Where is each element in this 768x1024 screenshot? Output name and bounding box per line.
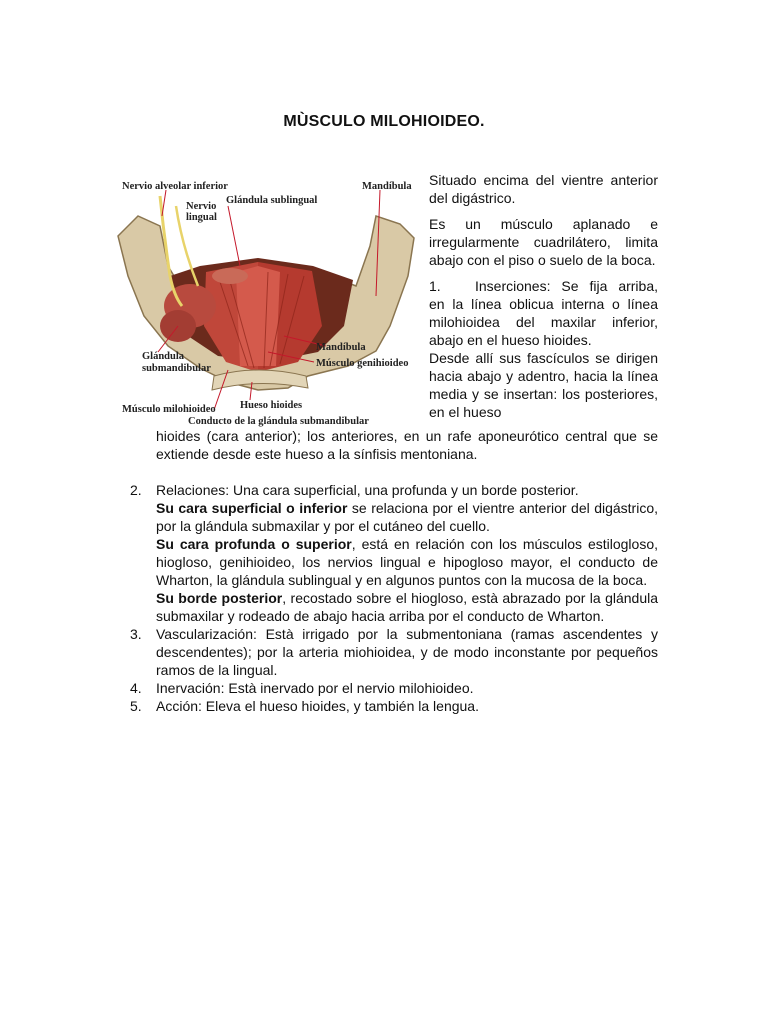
label-glandula-sub-2: submandibular	[142, 363, 211, 374]
mylohyoid-drawing	[108, 176, 420, 428]
item-2-deep-bold: Su cara profunda o superior	[156, 536, 352, 552]
item-2-text: Relaciones: Una cara superficial, una profunda y un borde posterior.	[156, 482, 579, 498]
document-title: MÙSCULO MILOHIOIDEO.	[283, 113, 485, 130]
side-column	[429, 171, 658, 421]
label-nervio-lingual-1: Nervio	[186, 201, 217, 212]
item-1-first-line	[429, 277, 658, 295]
intro-paragraph-2: Es un músculo aplanado e irregularmente cuadrilátero, limita abajo con el piso o suelo de la boca.	[429, 216, 658, 268]
item-2-number: 2.	[130, 482, 142, 498]
numbered-list	[130, 481, 658, 715]
item-1-paragraph-2: Desde allí sus fascículos se dirigen hacia abajo y adentro, hacia la línea media y se insertan: los posteriores, en el hueso	[429, 350, 658, 420]
label-milohioideo: Músculo milohioideo	[122, 404, 216, 415]
item-5-number: 5.	[130, 698, 142, 714]
item-2-superficial-bold: Su cara superficial o inferior	[156, 500, 348, 516]
item-2-posterior-bold: Su borde posterior	[156, 590, 283, 606]
item-5-text: Acción: Eleva el hueso hioides, y también la lengua.	[156, 698, 479, 714]
label-nervio-alveolar: Nervio alveolar inferior	[122, 181, 228, 192]
item-4-text: Inervación: Està inervado por el nervio milohioideo.	[156, 680, 474, 696]
item-4-number: 4.	[130, 680, 142, 696]
item-2-superficial-text: se relaciona por el vientre anterior del digástrico, por la glándula submaxilar y por el cutáneo del cuello.	[156, 500, 659, 534]
intro-paragraph-1: Situado encima del vientre anterior del digástrico.	[429, 172, 658, 206]
list-item-2	[130, 481, 658, 625]
item-1-continuation: hioides (cara anterior); los anteriores, en un rafe aponeurótico central que se extiende desde este hueso a la sínfisis mentoniana.	[156, 428, 658, 462]
label-glandula-sublingual: Glándula sublingual	[226, 195, 318, 206]
label-hueso-hioides: Hueso hioides	[240, 400, 303, 411]
item-2-deep	[156, 535, 658, 589]
item-1-number: 1.	[429, 278, 441, 294]
item-1-rest: en la línea oblicua interna o línea milohioidea del maxilar inferior, abajo en el hueso hioides.	[429, 296, 658, 348]
item-2-posterior-text: , recostado sobre el hiogloso, està abrazado por la glándula submaxilar y rodeado de abajo hacia arriba por el conducto de Wharton.	[156, 590, 659, 624]
label-glandula-sub-1: Glándula	[142, 351, 185, 362]
anatomy-illustration	[108, 176, 420, 428]
label-nervio-lingual-2: lingual	[186, 212, 217, 223]
label-mandibula-top: Mandíbula	[362, 181, 412, 192]
label-genihioideo: Músculo genihioideo	[316, 358, 409, 369]
item-2-deep-text: , está en relación con los músculos estilogloso, hiogloso, genihioideo, los nervios lingual e hipogloso mayor, el conducto de Wharton, la glándula sublingual y en algunos puntos con la mucosa de la boca.	[156, 536, 658, 588]
item-2-superficial	[156, 499, 658, 535]
label-conducto: Conducto de la glándula submandibular	[188, 416, 369, 427]
item-2-posterior	[156, 589, 658, 625]
list-item-4	[130, 679, 658, 697]
item-1-heading: Inserciones: Se fija arriba,	[475, 278, 658, 294]
item-3-number: 3.	[130, 626, 142, 642]
label-mandibula-mid: Mandíbula	[316, 342, 366, 353]
list-item-5	[130, 697, 658, 715]
list-item-3	[130, 625, 658, 679]
item-3-text: Vascularización: Està irrigado por la submentoniana (ramas ascendentes y descendentes); por la arteria miohioidea, y de modo inconstante por pequeños ramos de la lingual.	[156, 626, 658, 678]
